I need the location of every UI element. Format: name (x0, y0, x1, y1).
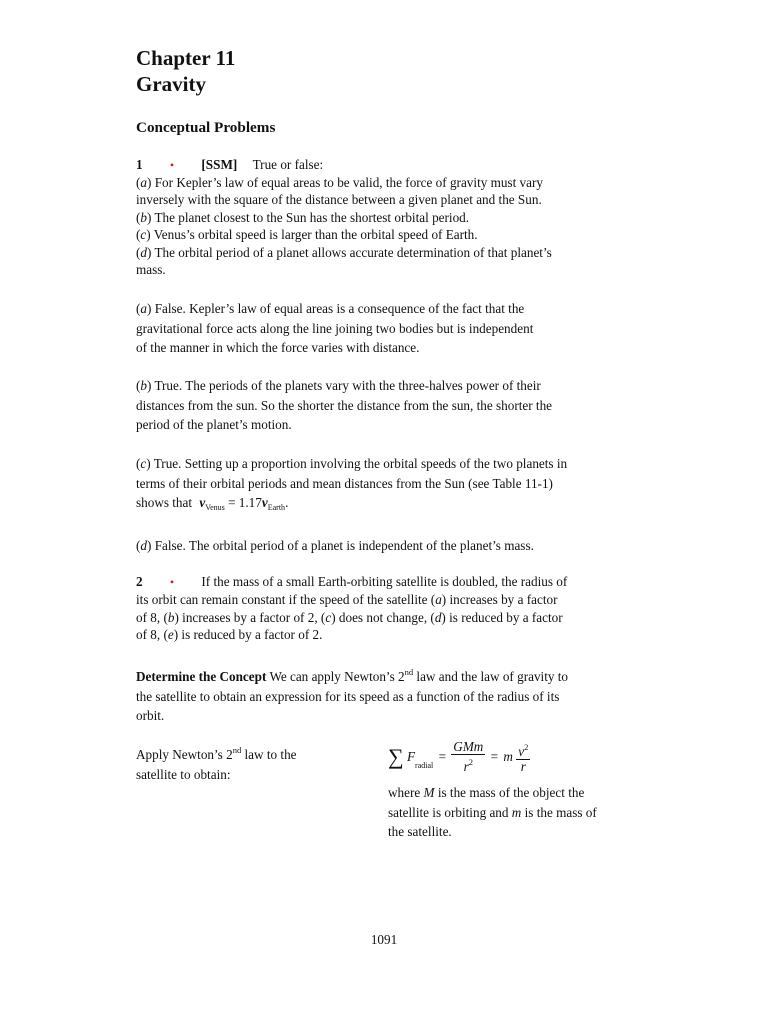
determine-concept: Determine the Concept We can apply Newton’s 2nd law and the law of gravity to the satellite to obtain an expression for its speed as a function of the radius of its orbit. (136, 667, 569, 724)
problem-number: 1 (136, 157, 143, 172)
gravity-fraction: $\frac{\text{GMm}}{r^2}$ (453, 739, 484, 774)
item-c: (c) Venus’s orbital speed is larger than the orbital speed of Earth. (136, 227, 478, 243)
problem-1-header (136, 156, 323, 174)
answer-a: (a) False. Kepler’s law of equal areas is a consequence of the fact that the gravitational force acts along the line joining two bodies but is independent of the manner in which the force varies with distance. (136, 301, 534, 356)
item-a: (a) For Kepler’s law of equal areas to be valid, the force of gravity must vary (136, 175, 543, 190)
ssm-tag: [SSM] (201, 157, 238, 172)
chapter-number: Chapter 11 (136, 46, 236, 70)
chapter-title: Gravity (136, 72, 206, 96)
centripetal-fraction: $\frac{v^2}{r}$ (518, 742, 529, 774)
page-number: 1091 (370, 932, 398, 947)
step-text: Apply Newton’s 2nd law to the satellite to obtain: (136, 745, 297, 782)
problem-number: 2 (136, 574, 143, 589)
newton-gravity-equation: ∑ $F_{radial}$ = $\frac{\text{GMm}}{r^2}$ = m $\frac{v^2}{r}$ (388, 739, 529, 774)
concept-label: Determine the Concept (136, 669, 267, 684)
item-a-cont: inversely with the square of the distance between a given planet and the Sun. (136, 192, 542, 208)
difficulty-bullet: • (169, 158, 175, 172)
problem-prompt: True or false: (252, 157, 324, 172)
where-text: where M is the mass of the object the satellite is orbiting and m is the mass of the satellite. (388, 785, 597, 840)
problem-2-text: 2 • If the mass of a small Earth-orbiting satellite is doubled, the radius of its orbit can remain constant if the speed of the satellite (a) increases by a factor of 8, (b) increases by a factor of 2, (c) does not change, (d) is reduced by a factor of 8, (e) is reduced by a factor of 2. (136, 574, 568, 643)
section-title: Conceptual Problems (136, 119, 276, 136)
answer-d: (d) False. The orbital period of a planet is independent of the planet’s mass. (136, 538, 534, 553)
problem-1-items (136, 174, 552, 278)
summation-symbol: ∑ (388, 744, 404, 769)
venus-speed-equation: $v_{Venus} = 1.17v_{Earth}$. (199, 495, 289, 513)
answer-c: (c) True. Setting up a proportion involving the orbital speeds of the two planets in terms of their orbital periods and mean distances from the Sun (see Table 11-1) shows that $v_{Venus} = 1.17v_{Earth}$. (136, 456, 568, 513)
answer-b: (b) True. The periods of the planets vary with the three-halves power of their distances from the sun. So the shorter the distance from the sun, the shorter the period of the planet’s motion. (136, 378, 553, 433)
item-b: (b) The planet closest to the Sun has the shortest orbital period. (136, 209, 470, 225)
item-d: (d) The orbital period of a planet allows accurate determination of that planet’s (136, 244, 552, 260)
difficulty-bullet: • (169, 575, 175, 589)
item-d-cont: mass. (136, 262, 166, 278)
